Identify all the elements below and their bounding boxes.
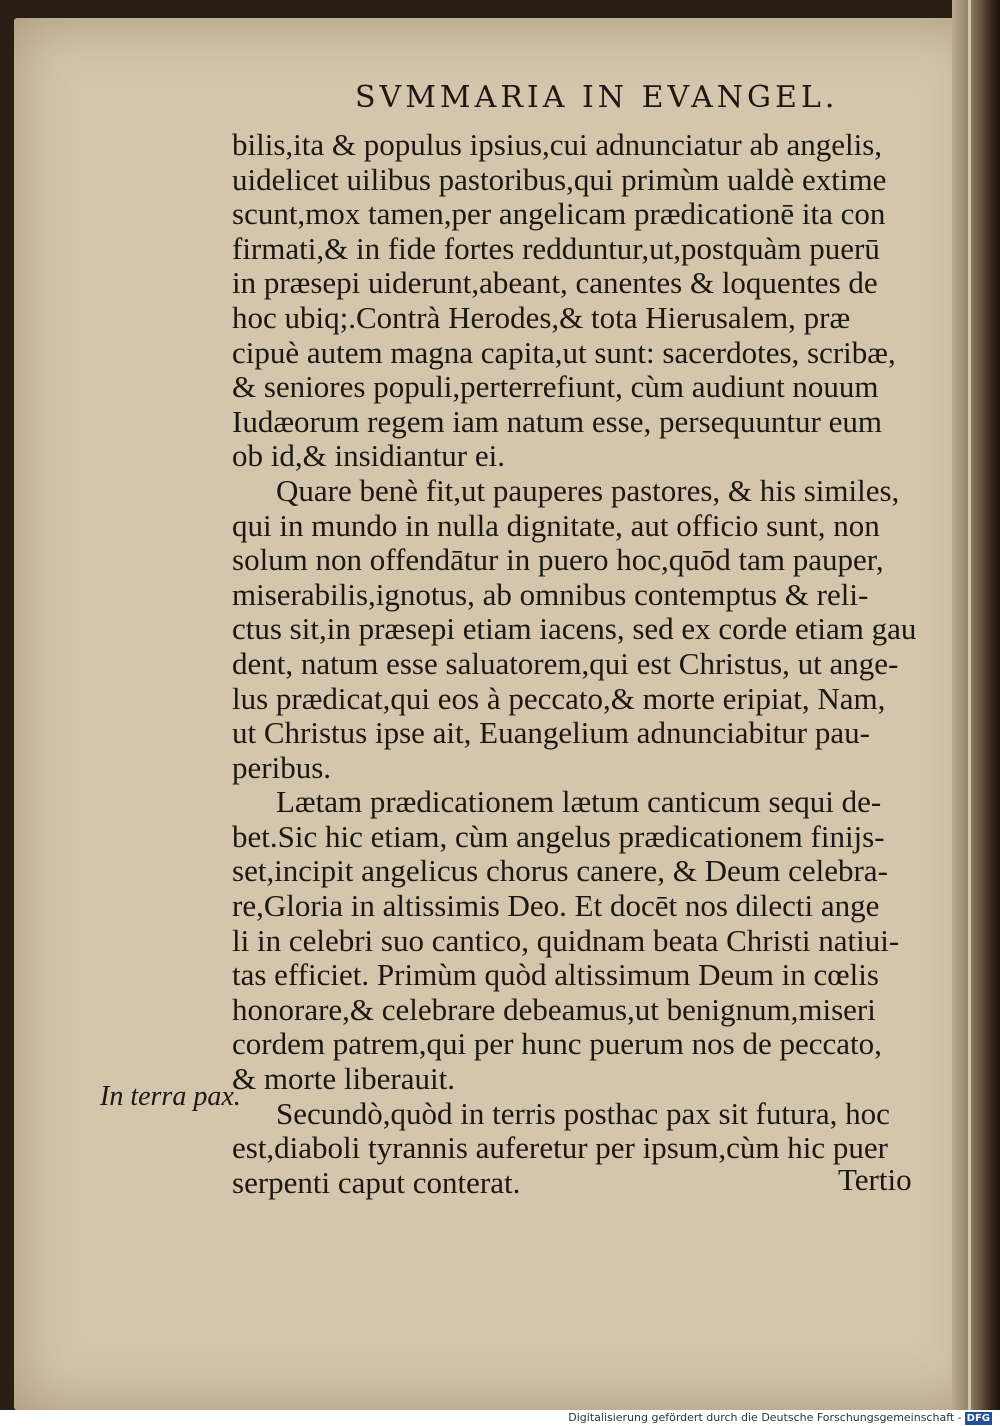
text-line: ctus sit,in præsepi etiam iacens, sed ex corde etiam gau: [232, 611, 917, 647]
text-line: dent, natum esse saluatorem,qui est Christus, ut ange-: [232, 645, 899, 681]
dfg-logo: DFG: [966, 1413, 990, 1424]
running-title: SVMMARIA IN EVANGEL.: [355, 80, 839, 115]
text-line: ut Christus ipse ait, Euangelium adnunciabitur pau-: [232, 715, 870, 751]
text-line: re,Gloria in altissimis Deo. Et docēt nos dilecti ange: [232, 888, 880, 924]
catchword: Tertio: [838, 1162, 912, 1197]
text-line: cordem patrem,qui per hunc puerum nos de peccato,: [232, 1026, 882, 1062]
text-line: peribus.: [232, 749, 332, 785]
text-line: Lætam prædicationem lætum canticum sequi de-: [276, 784, 882, 820]
text-line: in præsepi uiderunt,abeant, canentes & loquentes de: [232, 265, 878, 301]
text-line: firmati,& in fide fortes redduntur,ut,postquàm puerū: [232, 230, 880, 266]
footer-credit: [568, 1410, 992, 1426]
body-text: [232, 128, 922, 1200]
text-line: lus prædicat,qui eos à peccato,& morte eripiat, Nam,: [232, 680, 886, 716]
text-line: li in celebri suo cantico, quidnam beata Christi natiui-: [232, 922, 900, 958]
text-line: est,diaboli tyrannis auferetur per ipsum,cùm hic puer: [232, 1130, 888, 1166]
text-line: serpenti caput conterat.: [232, 1164, 521, 1200]
text-line: Secundò,quòd in terris posthac pax sit futura, hoc: [276, 1095, 890, 1131]
text-line: qui in mundo in nulla dignitate, aut officio sunt, non: [232, 507, 880, 543]
text-line: miserabilis,ignotus, ab omnibus contemptus & reli-: [232, 576, 869, 612]
text-line: solum non offendātur in puero hoc,quōd tam pauper,: [232, 542, 884, 578]
text-line: bet.Sic hic etiam, cùm angelus prædicationem finijs-: [232, 818, 885, 854]
text-line: scunt,mox tamen,per angelicam prædicationē ita con: [232, 196, 886, 232]
text-line: Iudæorum regem iam natum esse, persequuntur eum: [232, 403, 882, 439]
text-line: bilis,ita & populus ipsius,cui adnunciatur ab angelis,: [232, 127, 883, 162]
text-line: Quare benè fit,ut pauperes pastores, & his similes,: [276, 472, 900, 508]
text-line: & seniores populi,perterrefiunt, cùm audiunt nouum: [232, 369, 879, 405]
book-spine: [952, 0, 1000, 1410]
footer-text: Digitalisierung gefördert durch die Deutsche Forschungsgemeinschaft -: [568, 1411, 962, 1424]
text-line: ob id,& insidiantur ei.: [232, 438, 505, 474]
page-edge: [968, 0, 971, 1410]
text-line: hoc ubiq;.Contrà Herodes,& tota Hierusalem, præ: [232, 299, 851, 335]
text-line: & morte liberauit.: [232, 1061, 455, 1097]
text-line: tas efficiet. Primùm quòd altissimum Deum in cœlis: [232, 957, 879, 993]
margin-note: In terra pax.: [100, 1081, 241, 1112]
text-line: set,incipit angelicus chorus canere, & Deum celebra-: [232, 853, 888, 889]
text-line: honorare,& celebrare debeamus,ut benignum,miseri: [232, 991, 876, 1027]
text-line: uidelicet uilibus pastoribus,qui primùm ualdè extime: [232, 161, 887, 197]
text-line: cipuè autem magna capita,ut sunt: sacerdotes, scribæ,: [232, 334, 896, 370]
